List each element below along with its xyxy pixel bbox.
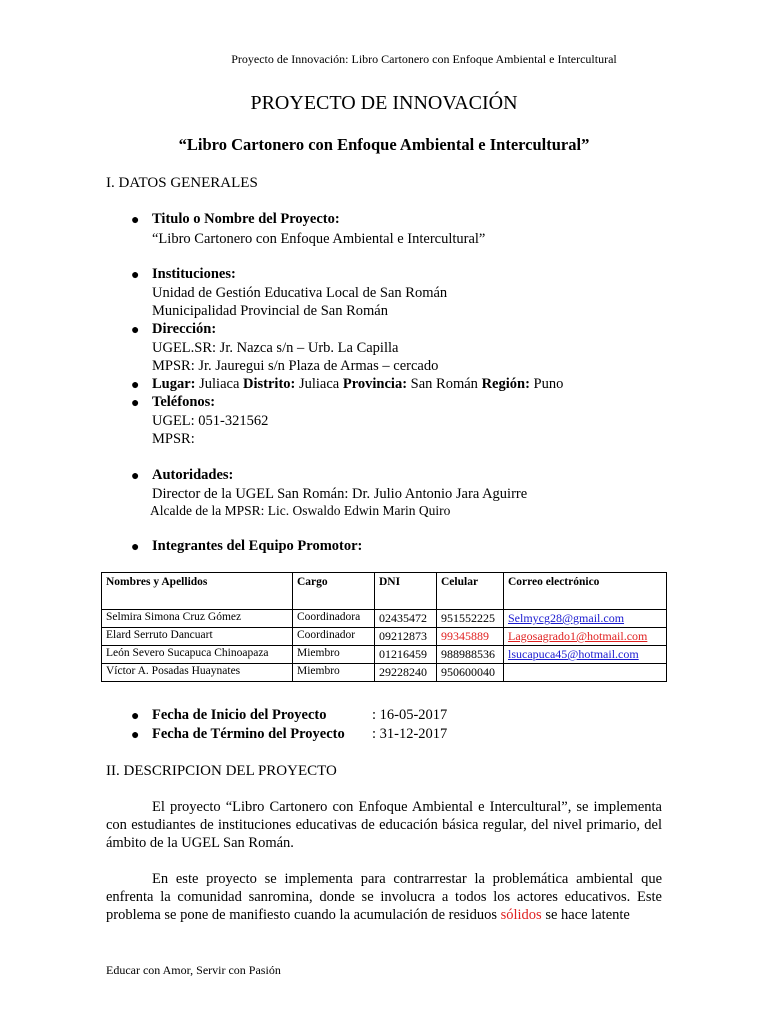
- email-link[interactable]: Selmycg28@gmail.com: [504, 610, 667, 628]
- table-header: DNI: [375, 573, 437, 610]
- bullet-icon: ●: [131, 268, 140, 283]
- paragraph-1: El proyecto “Libro Cartonero con Enfoque Ambiental e Intercultural”, se implementa con estudiantes de instituciones educativas de educación básica regular, del nivel primario, del ámbito de la UGEL San Román.: [106, 799, 662, 851]
- bullet-icon: ●: [131, 213, 140, 228]
- direccion-item: MPSR: Jr. Jauregui s/n Plaza de Armas – cercado: [152, 358, 439, 374]
- table-cell: 951552225: [437, 610, 504, 628]
- bullet-icon: ●: [131, 540, 140, 555]
- location-line: Lugar: Juliaca Distrito: Juliaca Provincia: San Román Región: Puno: [152, 376, 564, 392]
- table-cell: León Severo Sucapuca Chinoapaza: [102, 646, 293, 664]
- table-cell: Elard Serruto Dancuart: [102, 628, 293, 646]
- bullet-icon: ●: [131, 378, 140, 393]
- table-cell: Miembro: [293, 664, 375, 682]
- table-cell: 01216459: [375, 646, 437, 664]
- institucion-item: Municipalidad Provincial de San Román: [152, 303, 388, 319]
- running-header: Proyecto de Innovación: Libro Cartonero con Enfoque Ambiental e Intercultural: [231, 52, 617, 66]
- page-title: PROYECTO DE INNOVACIÓN: [250, 92, 518, 114]
- table-cell: 29228240: [375, 664, 437, 682]
- section-heading-datos: I. DATOS GENERALES: [106, 175, 258, 191]
- footer-text: Educar con Amor, Servir con Pasión: [106, 963, 281, 977]
- bullet-icon: ●: [131, 323, 140, 338]
- table-cell: Coordinador: [293, 628, 375, 646]
- table-cell: 99345889: [437, 628, 504, 646]
- table-cell: 02435472: [375, 610, 437, 628]
- instituciones-label: Instituciones:: [152, 266, 236, 282]
- bullet-icon: ●: [131, 728, 140, 743]
- table-header: Nombres y Apellidos: [102, 573, 293, 610]
- fecha-inicio-value: : 16-05-2017: [372, 707, 448, 723]
- autoridad-item: Director de la UGEL San Román: Dr. Julio Antonio Jara Aguirre: [152, 486, 528, 502]
- table-cell: 09212873: [375, 628, 437, 646]
- bullet-icon: ●: [131, 709, 140, 724]
- fecha-termino-label: Fecha de Término del Proyecto: [152, 726, 345, 742]
- direccion-item: UGEL.SR: Jr. Nazca s/n – Urb. La Capilla: [152, 340, 399, 356]
- titulo-value: “Libro Cartonero con Enfoque Ambiental e Intercultural”: [152, 231, 486, 247]
- paragraph-2: En este proyecto se implementa para contrarrestar la problemática ambiental que enfrenta la comunidad sanromina, donde se involucra a todos los actores educativos. Este problema se pone de manifiesto cuando la acumulación de residuos sólidos se hace latente: [106, 871, 662, 923]
- table-cell: Selmira Simona Cruz Gómez: [102, 610, 293, 628]
- table-cell: [504, 664, 667, 682]
- fecha-termino-value: : 31-12-2017: [372, 726, 448, 742]
- direccion-label: Dirección:: [152, 321, 217, 337]
- telefonos-label: Teléfonos:: [152, 394, 216, 410]
- telefono-item: MPSR:: [152, 431, 195, 447]
- table-row: [102, 664, 667, 682]
- fecha-inicio-label: Fecha de Inicio del Proyecto: [152, 707, 327, 723]
- bullet-icon: ●: [131, 396, 140, 411]
- institucion-item: Unidad de Gestión Educativa Local de San Román: [152, 285, 448, 301]
- table-header: Cargo: [293, 573, 375, 610]
- table-cell: Coordinadora: [293, 610, 375, 628]
- autoridad-item: Alcalde de la MPSR: Lic. Oswaldo Edwin Marin Quiro: [150, 503, 451, 518]
- table-row: [102, 628, 667, 646]
- section-heading-descripcion: II. DESCRIPCION DEL PROYECTO: [106, 763, 337, 779]
- table-cell: 950600040: [437, 664, 504, 682]
- table-cell: 988988536: [437, 646, 504, 664]
- table-header-row: [102, 573, 667, 610]
- table-cell: Miembro: [293, 646, 375, 664]
- table-header: Correo electrónico: [504, 573, 667, 610]
- team-table: [101, 572, 667, 682]
- titulo-label: Titulo o Nombre del Proyecto:: [152, 211, 340, 227]
- page-subtitle: “Libro Cartonero con Enfoque Ambiental e Intercultural”: [178, 135, 590, 154]
- integrantes-label: Integrantes del Equipo Promotor:: [152, 538, 363, 554]
- table-cell: Víctor A. Posadas Huaynates: [102, 664, 293, 682]
- autoridades-label: Autoridades:: [152, 467, 234, 483]
- telefono-item: UGEL: 051-321562: [152, 413, 269, 429]
- email-link[interactable]: Lagosagrado1@hotmail.com: [504, 628, 667, 646]
- table-row: [102, 610, 667, 628]
- email-link[interactable]: lsucapuca45@hotmail.com: [504, 646, 667, 664]
- bullet-icon: ●: [131, 469, 140, 484]
- table-header: Celular: [437, 573, 504, 610]
- table-row: [102, 646, 667, 664]
